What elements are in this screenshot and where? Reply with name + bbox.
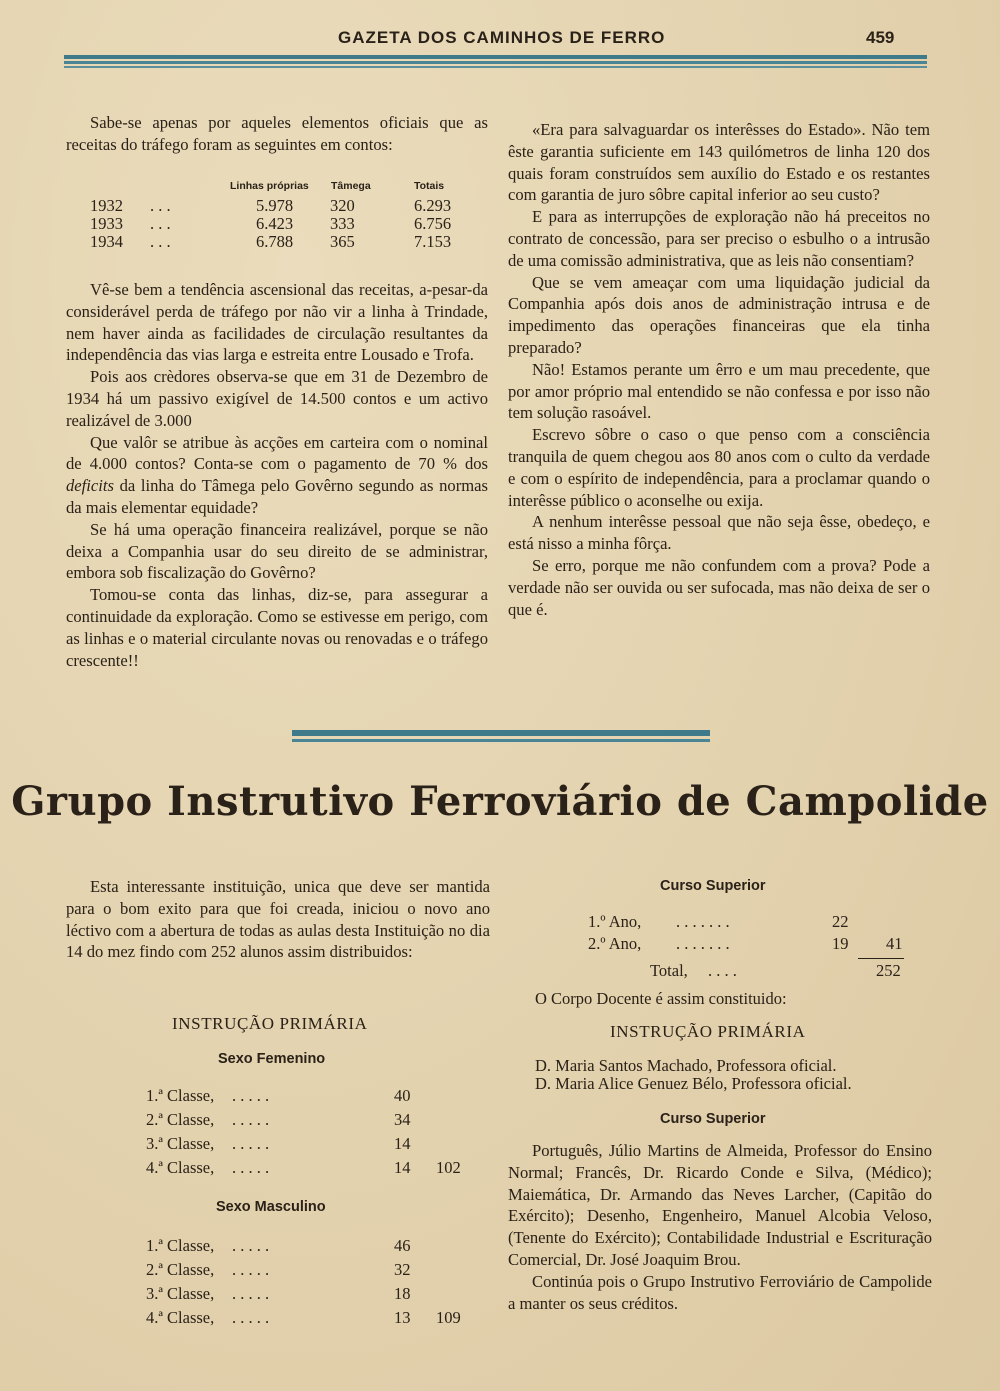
female-heading: Sexo Femenino (218, 1051, 326, 1067)
year-label: 1.º Ano, (588, 912, 642, 931)
sum-rule (858, 958, 904, 959)
total-value: 252 (876, 961, 901, 980)
paragraph: E para as interrupções de exploração não há preceitos no contrato de concessão, para ser preciso o esbulho o a intrusão de uma comissão administrativa, que as leis não consentiam? (508, 207, 930, 270)
total-label: Total, (650, 961, 688, 980)
staff-superior-heading: Curso Superior (660, 1111, 766, 1127)
leader-dots: . . . . . (232, 1260, 270, 1279)
year-count: 22 (832, 912, 849, 931)
total-cell: 6.756 (414, 214, 452, 233)
paragraph-text: Que valôr se atribue às acções em carteira com o nominal de 4.000 contos? Conta-se com o pagamento de 70 % dos (66, 432, 488, 474)
year-cell: 1934 (90, 232, 123, 251)
header-rule (64, 55, 927, 59)
leader-dots: . . . . . (232, 1308, 270, 1327)
staff-superior-column (508, 1140, 932, 1314)
year-cell: 1933 (90, 214, 123, 233)
paragraph: Esta interessante instituição, unica que deve ser mantida para o bom exito para que foi creada, iniciou o novo ano léctivo com a abertura de todas as aulas desta Instituição no dia 14 do mez findo com 252 alunos assim distribuidos: (66, 877, 490, 962)
paragraph: Sabe-se apenas por aqueles elementos oficiais que as receitas do tráfego foram as seguintes em contos: (66, 113, 488, 154)
paragraph: Português, Júlio Martins de Almeida, Professor do Ensino Normal; Francês, Dr. Ricardo Conde e Silva, (Médico); Maiemática, Dr. Armando das Neves Larcher, (Capitão do Exército); Desenho, Engenheiro, Manuel Alcobia Veloso, (Tenente do Exército); Contabilidade Industrial e Escrituração Comercial, Dr. José Joaquim Brou. (508, 1141, 932, 1269)
class-count: 13 (394, 1308, 411, 1327)
own-lines-cell: 6.423 (256, 214, 294, 233)
paragraph: Que se vem ameaçar com uma liquidação judicial da Companhia após dois anos de administração intrusa e de impedimento das operações financeiras que ela tinha preparado? (508, 272, 930, 357)
class-label: 4.ª Classe, (146, 1158, 215, 1177)
paragraph: Se há uma operação financeira realizável, porque se não deixa a Companhia usar do seu direito de se administrar, embora sob fiscalização do Govêrno? (66, 519, 488, 583)
staff-primary-member: D. Maria Santos Machado, Professora oficial. (535, 1056, 837, 1075)
leader-dots: . . . . . (232, 1086, 270, 1105)
staff-primary-member: D. Maria Alice Genuez Bélo, Professora oficial. (535, 1074, 852, 1093)
paragraph: Se erro, porque me não confundem com a prova? Pode a verdade não ser ouvida ou ser sufocada, mas não deixa de ser o que é. (508, 555, 930, 619)
year-subtotal: 41 (886, 934, 903, 953)
class-label: 3.ª Classe, (146, 1284, 215, 1303)
class-count: 14 (394, 1158, 411, 1177)
class-count: 32 (394, 1260, 411, 1279)
leader-dots: . . . . . (232, 1110, 270, 1129)
leader-dots: . . . . . . . (676, 912, 730, 931)
leader-dots: . . . . . (232, 1236, 270, 1255)
paragraph: Não! Estamos perante um êrro e um mau precedente, que por amor próprio mal entendido se não confessa e por isso não tem solução rasoável. (508, 359, 930, 423)
article1-right-column (508, 119, 930, 620)
year-label: 2.º Ano, (588, 934, 642, 953)
class-label: 4.ª Classe, (146, 1308, 215, 1327)
paragraph (66, 432, 488, 519)
paragraph: «Era para salvaguardar os interêsses do Estado». Não tem êste garantia suficiente em 143 quilómetros de linha 120 dos quais foram construídos sem auxílio do Estado e os restantes com garantia de juro sôbre capital inferior ao seu custo? (508, 120, 930, 205)
section-divider-secondary (292, 739, 710, 742)
staff-primary-heading: INSTRUÇÃO PRIMÁRIA (610, 1022, 806, 1041)
paragraph: Tomou-se conta das linhas, diz-se, para assegurar a continuidade da exploração. Como se estivesse em perigo, com as linhas e o material circulante novas ou renovadas e o tráfego crescente!! (66, 585, 488, 670)
class-count: 34 (394, 1110, 411, 1129)
tamega-cell: 365 (330, 232, 355, 251)
tamega-cell: 320 (330, 196, 355, 215)
year-cell: 1932 (90, 196, 123, 215)
class-count: 40 (394, 1086, 411, 1105)
class-count: 18 (394, 1284, 411, 1303)
male-heading: Sexo Masculino (216, 1199, 326, 1215)
leader-dots: . . . (150, 214, 171, 233)
section-divider (292, 730, 710, 736)
class-subtotal: 109 (436, 1308, 461, 1327)
table-row (90, 214, 490, 232)
column-header-own-lines: Linhas próprias (230, 180, 309, 192)
emphasis-deficits: deficits (66, 476, 114, 496)
total-cell: 7.153 (414, 232, 452, 251)
leader-dots: . . . . . (232, 1158, 270, 1177)
article2-title: Grupo Instrutivo Ferroviário de Campolide (11, 778, 989, 825)
class-count: 14 (394, 1134, 411, 1153)
class-label: 3.ª Classe, (146, 1134, 215, 1153)
class-label: 1.ª Classe, (146, 1236, 215, 1255)
column-header-totals: Totais (414, 180, 445, 192)
paragraph: Escrevo sôbre o caso o que penso com a consciência tranquila de quem chegou aos 80 anos com o culto da verdade e com o espírito de independência, para a proclamar quando o interêsse público o aconselhe ou exija. (508, 425, 930, 510)
article1-left-body (66, 279, 488, 671)
paragraph: Pois aos crèdores observa-se que em 31 de Dezembro de 1934 há um passivo exigível de 14.500 contos e um activo realizável de 3.000 (66, 367, 488, 430)
leader-dots: . . . . . . . (676, 934, 730, 953)
leader-dots: . . . . . (232, 1134, 270, 1153)
column-header-tamega: Tâmega (331, 180, 371, 192)
header-rule-secondary (64, 61, 927, 64)
class-label: 1.ª Classe, (146, 1086, 215, 1105)
page-header (0, 28, 1000, 48)
paragraph-text: da linha do Tâmega pelo Govêrno segundo as normas da mais elementar equidade? (66, 476, 488, 517)
page-number: 459 (866, 28, 895, 47)
class-label: 2.ª Classe, (146, 1260, 215, 1279)
table-row (90, 196, 490, 214)
table-row (90, 232, 490, 250)
tamega-cell: 333 (330, 214, 355, 233)
year-count: 19 (832, 934, 849, 953)
leader-dots: . . . (150, 196, 171, 215)
paragraph: A nenhum interêsse pessoal que não seja êsse, obedeço, e está nisso a minha fôrça. (508, 512, 930, 554)
leader-dots: . . . . . (232, 1284, 270, 1303)
primary-instruction-heading: INSTRUÇÃO PRIMÁRIA (172, 1014, 368, 1033)
running-title: GAZETA DOS CAMINHOS DE FERRO (338, 28, 666, 47)
class-label: 2.ª Classe, (146, 1110, 215, 1129)
own-lines-cell: 6.788 (256, 232, 294, 251)
article1-left-intro (66, 112, 488, 156)
staff-intro: O Corpo Docente é assim constituido: (535, 989, 787, 1008)
leader-dots: . . . (150, 232, 171, 251)
paragraph: Vê-se bem a tendência ascensional das receitas, a-pesar-da considerável perda de tráfego por não vir a linha à Trindade, nem haver ainda as facilidades de circulação resultantes da independência das vias larga e estreita entre Lousado e Trofa. (66, 280, 488, 365)
article2-intro (66, 876, 490, 963)
total-cell: 6.293 (414, 196, 452, 215)
paragraph: Continúa pois o Grupo Instrutivo Ferroviário de Campolide a manter os seus créditos. (508, 1271, 932, 1313)
header-rule-tertiary (64, 66, 927, 68)
class-subtotal: 102 (436, 1158, 461, 1177)
superior-course-heading: Curso Superior (660, 878, 766, 894)
own-lines-cell: 5.978 (256, 196, 294, 215)
leader-dots: . . . . (708, 961, 737, 980)
class-count: 46 (394, 1236, 411, 1255)
